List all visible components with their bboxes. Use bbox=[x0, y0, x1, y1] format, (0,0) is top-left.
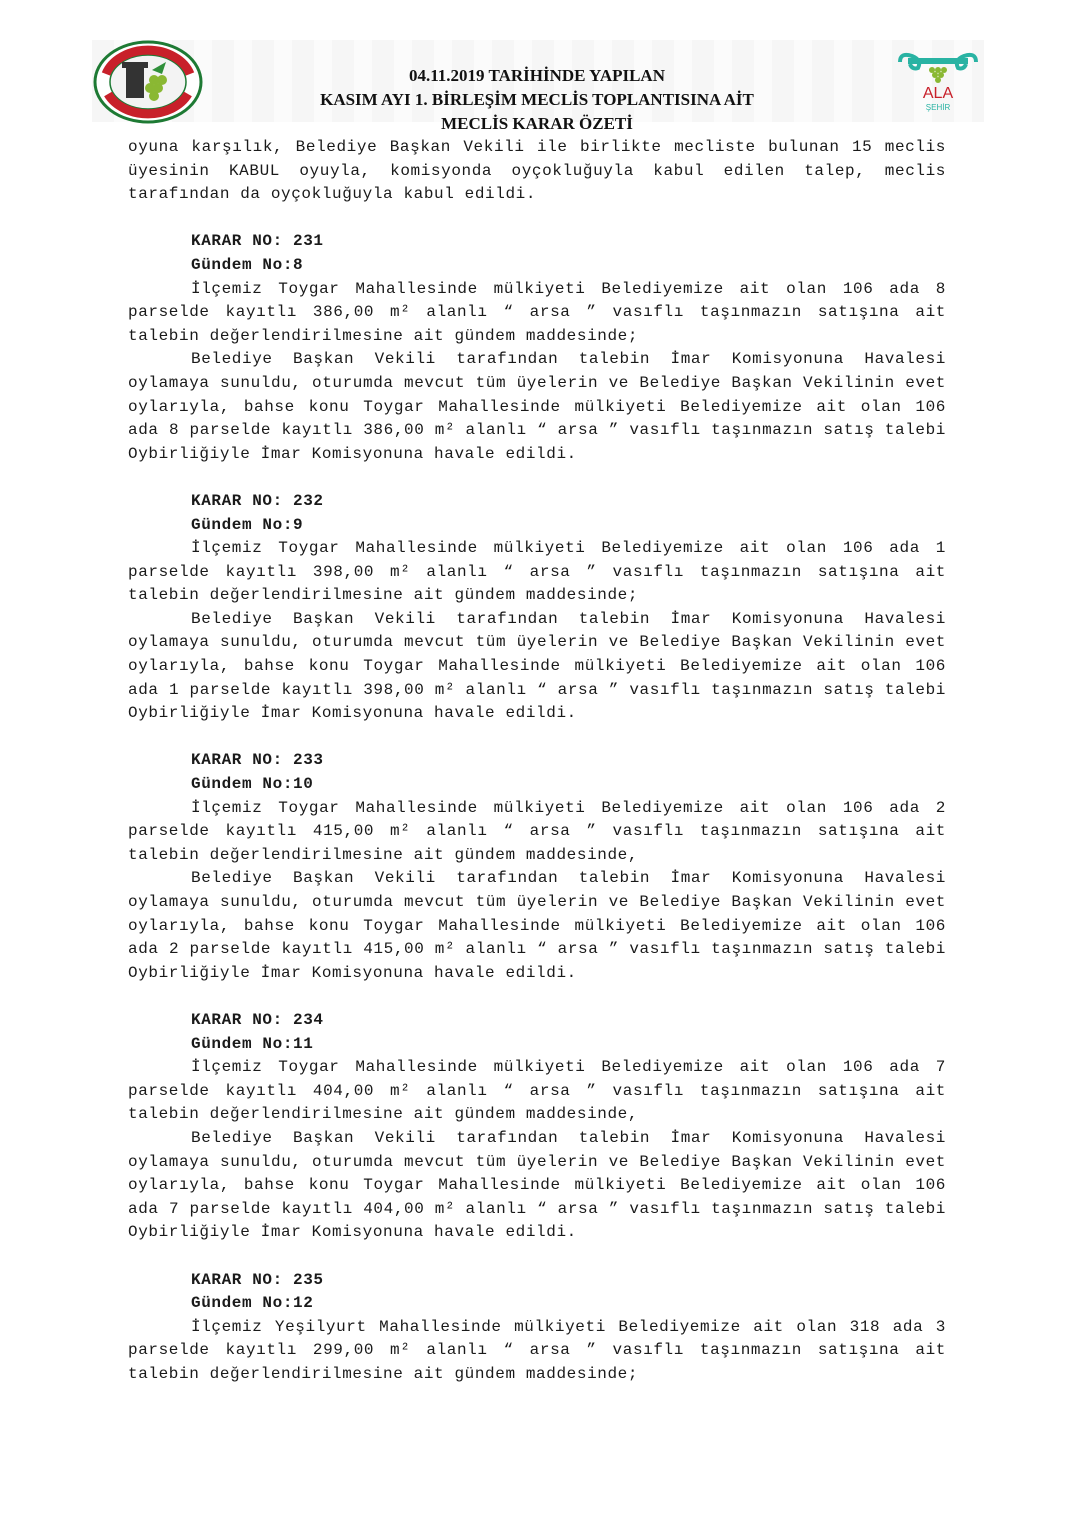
decision-paragraph: Belediye Başkan Vekili tarafından talebin İmar Komisyonuna Havalesi oylamaya sunuldu, oturumda mevcut tüm üyelerin ve Belediye Başkan Vekilinin evet oylarıyla, bahse konu Toygar Mahallesinde mülkiyeti Belediyemize ait olan 106 ada 1 parselde kayıtlı 398,00 m² alanlı “ arsa ” vasıflı taşınmazın satış talebi Oybirliğiyle İmar Komisyonuna havale edildi. bbox=[128, 609, 946, 723]
title-line-2: KASIM AYI 1. BİRLEŞİM MECLİS TOPLANTISINA AİT bbox=[320, 90, 754, 109]
gundem-no: Gündem No:11 bbox=[191, 1034, 314, 1053]
ala-logo-text: ALA bbox=[922, 85, 954, 102]
decision-paragraph: İlçemiz Toygar Mahallesinde mülkiyeti Belediyemize ait olan 106 ada 1 parselde kayıtlı 398,00 m² alanlı “ arsa ” vasıflı taşınmazın satışına ait talebin değerlendirilmesine ait gündem maddesinde; bbox=[128, 539, 946, 605]
page-title bbox=[230, 64, 844, 136]
decision-paragraph: İlçemiz Toygar Mahallesinde mülkiyeti Belediyemize ait olan 106 ada 7 parselde kayıtlı 404,00 m² alanlı “ arsa ” vasıflı taşınmazın satışına ait talebin değerlendirilmesine ait gündem maddesinde, bbox=[128, 1058, 946, 1124]
decision-paragraph: İlçemiz Toygar Mahallesinde mülkiyeti Belediyemize ait olan 106 ada 2 parselde kayıtlı 415,00 m² alanlı “ arsa ” vasıflı taşınmazın satışına ait talebin değerlendirilmesine ait gündem maddesinde, bbox=[128, 798, 946, 864]
karar-no: KARAR NO: 231 bbox=[191, 232, 324, 251]
karar-no: KARAR NO: 233 bbox=[191, 751, 324, 770]
karar-no: KARAR NO: 234 bbox=[191, 1010, 324, 1029]
decision-paragraph: Belediye Başkan Vekili tarafından talebin İmar Komisyonuna Havalesi oylamaya sunuldu, oturumda mevcut tüm üyelerin ve Belediye Başkan Vekilinin evet oylarıyla, bahse konu Toygar Mahallesinde mülkiyeti Belediyemize ait olan 106 ada 7 parselde kayıtlı 404,00 m² alanlı “ arsa ” vasıflı taşınmazın satış talebi Oybirliğiyle İmar Komisyonuna havale edildi. bbox=[128, 1128, 946, 1242]
sehir-logo-text: ŞEHİR bbox=[925, 103, 951, 112]
decision-block bbox=[128, 749, 946, 985]
decision-paragraph: İlçemiz Yeşilyurt Mahallesinde mülkiyeti Belediyemize ait olan 318 ada 3 parselde kayıtlı 299,00 m² alanlı “ arsa ” vasıflı taşınmazın satışına ait talebin değerlendirilmesine ait gündem maddesinde; bbox=[128, 1317, 946, 1383]
gundem-no: Gündem No:8 bbox=[191, 255, 304, 274]
title-line-1: 04.11.2019 TARİHİNDE YAPILAN bbox=[409, 66, 665, 85]
decision-list bbox=[128, 230, 946, 1386]
gundem-no: Gündem No:12 bbox=[191, 1294, 314, 1313]
karar-no: KARAR NO: 235 bbox=[191, 1270, 324, 1289]
gundem-no: Gündem No:9 bbox=[191, 515, 304, 534]
decision-paragraph: Belediye Başkan Vekili tarafından talebin İmar Komisyonuna Havalesi oylamaya sunuldu, oturumda mevcut tüm üyelerin ve Belediye Başkan Vekilinin evet oylarıyla, bahse konu Toygar Mahallesinde mülkiyeti Belediyemize ait olan 106 ada 2 parselde kayıtlı 415,00 m² alanlı “ arsa ” vasıflı taşınmazın satış talebi Oybirliğiyle İmar Komisyonuna havale edildi. bbox=[128, 869, 946, 982]
alasehir-belediyesi-logo bbox=[92, 40, 204, 124]
decision-block bbox=[128, 1009, 946, 1245]
decision-block bbox=[128, 230, 946, 466]
intro-paragraph: oyuna karşılık, Belediye Başkan Vekili ile birlikte mecliste bulunan 15 meclis üyesinin KABUL oyuyla, komisyonda oyçokluğuyla kabul edilen talep, meclis tarafından da oyçokluğuyla kabul edildi. bbox=[128, 138, 946, 204]
decision-paragraph: Belediye Başkan Vekili tarafından talebin İmar Komisyonuna Havalesi oylamaya sunuldu, oturumda mevcut tüm üyelerin ve Belediye Başkan Vekilinin evet oylarıyla, bahse konu Toygar Mahallesinde mülkiyeti Belediyemize ait olan 106 ada 8 parselde kayıtlı 386,00 m² alanlı “ arsa ” vasıflı taşınmazın satış talebi Oybirliğiyle İmar Komisyonuna havale edildi. bbox=[128, 350, 946, 463]
decision-block bbox=[128, 1269, 946, 1387]
title-line-3: MECLİS KARAR ÖZETİ bbox=[441, 114, 633, 133]
decision-block bbox=[128, 490, 946, 726]
gundem-no: Gündem No:10 bbox=[191, 775, 314, 794]
document-body bbox=[128, 136, 946, 1386]
decision-paragraph: İlçemiz Toygar Mahallesinde mülkiyeti Belediyemize ait olan 106 ada 8 parselde kayıtlı 386,00 m² alanlı “ arsa ” vasıflı taşınmazın satışına ait talebin değerlendirilmesine ait gündem maddesinde; bbox=[128, 279, 946, 345]
ala-sehir-logo bbox=[892, 50, 984, 116]
karar-no: KARAR NO: 232 bbox=[191, 491, 324, 510]
